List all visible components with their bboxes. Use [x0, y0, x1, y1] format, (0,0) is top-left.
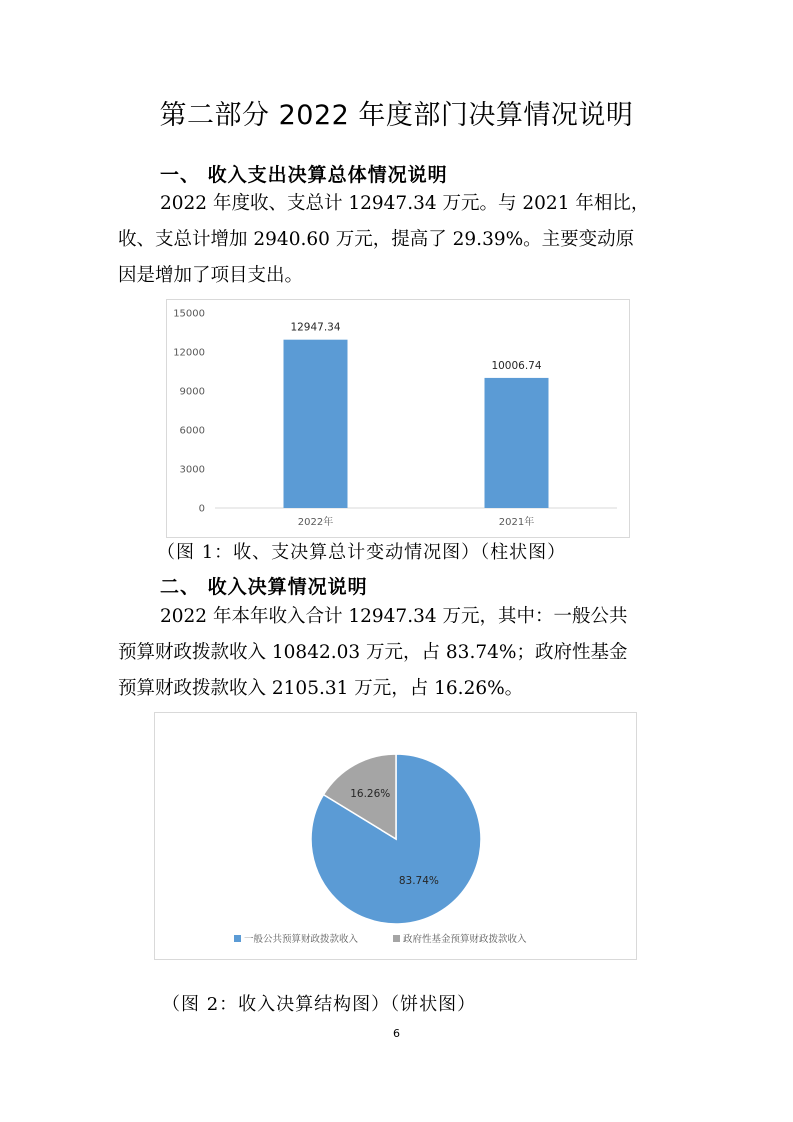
legend-swatch — [234, 935, 241, 942]
bar-data-label: 12947.34 — [290, 321, 341, 334]
paragraph-line: 收、支总计增加 2940.60 万元，提高了 29.39%。主要变动原 — [118, 229, 635, 250]
y-tick-label: 15000 — [173, 308, 205, 320]
bar-chart-frame — [166, 299, 630, 538]
legend-label: 政府性基金预算财政拨款收入 — [403, 934, 527, 945]
y-tick-label: 6000 — [179, 425, 205, 437]
page-number: 6 — [393, 1027, 400, 1040]
pie-chart — [155, 713, 636, 959]
y-tick-label: 9000 — [179, 386, 205, 398]
legend-swatch — [393, 935, 400, 942]
x-tick-label: 2022年 — [297, 517, 334, 528]
bar — [284, 340, 348, 508]
paragraph-line: 2022 年本年收入合计 12947.34 万元，其中：一般公共 — [160, 606, 628, 627]
legend-label: 一般公共预算财政拨款收入 — [244, 934, 359, 945]
paragraph-line: 预算财政拨款收入 2105.31 万元，占 16.26%。 — [118, 678, 524, 699]
pie-chart-frame — [154, 712, 637, 960]
x-tick-label: 2021年 — [498, 517, 535, 528]
paragraph-line: 因是增加了项目支出。 — [118, 265, 304, 286]
y-tick-label: 3000 — [179, 464, 205, 476]
y-tick-label: 12000 — [173, 347, 205, 359]
pie-data-label: 83.74% — [398, 874, 439, 887]
section-heading-income-expense: 一、 收入支出决算总体情况说明 — [160, 164, 448, 186]
y-tick-label: 0 — [198, 503, 205, 515]
bar-chart — [167, 300, 629, 537]
bar-data-label: 10006.74 — [491, 359, 542, 372]
section-heading-income: 二、 收入决算情况说明 — [160, 576, 368, 598]
paragraph-line: 2022 年度收、支总计 12947.34 万元。与 2021 年相比， — [160, 193, 650, 214]
figure-caption-pie-chart: （图 2：收入决算结构图）（饼状图） — [162, 994, 477, 1015]
figure-caption-bar-chart: （图 1：收、支决算总计变动情况图）（柱状图） — [157, 542, 567, 563]
page-title: 第二部分 2022 年度部门决算情况说明 — [159, 100, 634, 131]
paragraph-line: 预算财政拨款收入 10842.03 万元，占 83.74%；政府性基金 — [118, 642, 628, 663]
paragraph-income — [118, 599, 678, 707]
paragraph-income-expense — [118, 186, 678, 294]
pie-data-label: 16.26% — [350, 788, 391, 801]
bar — [485, 378, 549, 508]
